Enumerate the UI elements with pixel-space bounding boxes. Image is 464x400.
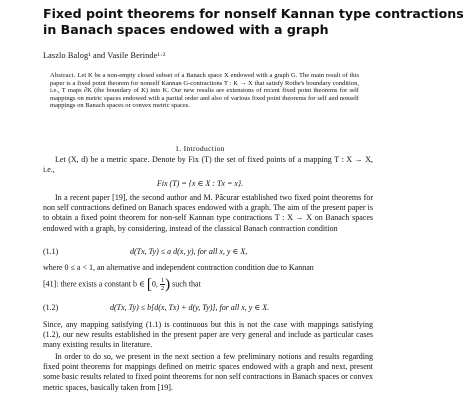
- paragraph-6: In order to do so, we present in the next section a few preliminary notions and results regarding fixed point theorems for mappings defined on metric spaces endowed with a graph and next, present some basic results related to fixed point theorems for non self contractions in Banach spaces or convex metric spaces, basically taken from [19].: [43, 352, 373, 392]
- equation-1-2-label: (1.2): [43, 303, 59, 312]
- paragraph-2: In a recent paper [19], the second author and M. Păcurar established two fixed point theorems for non self contractions defined on Banach spaces endowed with a graph. The aim of the present paper is to obtain a fixed point theorem for non-self Kannan type contractions T : X → X on Banach spaces endowed with a graph, by considering, instead of the classical Banach contraction condition: [43, 193, 373, 233]
- equation-1-1-label: (1.1): [43, 247, 59, 256]
- kannan-sentence-start: [41]: there exists a constant b ∈: [43, 279, 145, 289]
- abstract-block: [50, 72, 359, 110]
- paragraph-5: Since, any mapping satisfying (1.1) is continuous but this is not the case with mappings satisfying (1.2), our new results established in the present paper are very general and include as particular cases many existing results in literature.: [43, 320, 373, 350]
- section-heading: 1. Introduction: [175, 144, 225, 153]
- interval-left-value: 0,: [151, 279, 158, 289]
- paper-title-line-1: Fixed point theorems for nonself Kannan type contractions: [43, 6, 464, 21]
- paragraph-4: [43, 277, 201, 292]
- equation-fixed-point-set: Fix (T) = {x ∈ X : Tx = x}.: [156, 179, 244, 188]
- fraction-denominator: 2: [160, 285, 165, 292]
- interval-right-bracket: ): [165, 276, 171, 293]
- abstract-text: Let K be a non-empty closed subset of a Banach space X endowed with a graph G. The main result of this paper is a fixed point theorem for nonself Kannan G-contractions T : K → X that satisfy Rothe's boundary condition, i.e., T maps ∂K (the boundary of K) into K. Our new results are extensions of recent fixed point theorems for self mappings on metric spaces endowed with a partial order and also of various fixed point theorems for self and nonself mappings on Banach spaces or convex metric spaces.: [50, 72, 359, 109]
- interval-left-bracket: [: [146, 276, 152, 293]
- abstract-label: Abstract.: [50, 72, 76, 79]
- paragraph-1: Let (X, d) be a metric space. Denote by Fix (T) the set of fixed points of a mapping T : X → X, i.e.,: [43, 155, 373, 175]
- paper-title-line-2: in Banach spaces endowed with a graph: [43, 22, 329, 37]
- equation-1-1: d(Tx, Ty) ≤ a d(x, y), for all x, y ∈ X,: [130, 247, 248, 256]
- author-list: Laszlo Balog¹ and Vasile Berinde¹·²: [43, 51, 166, 60]
- paragraph-3: where 0 ≤ a < 1, an alternative and independent contraction condition due to Kannan: [43, 263, 314, 272]
- kannan-sentence-end: such that: [172, 279, 201, 289]
- equation-1-2: d(Tx, Ty) ≤ b[d(x, Tx) + d(y, Ty)], for all x, y ∈ X.: [110, 303, 270, 312]
- fraction-numerator: 1: [160, 277, 165, 284]
